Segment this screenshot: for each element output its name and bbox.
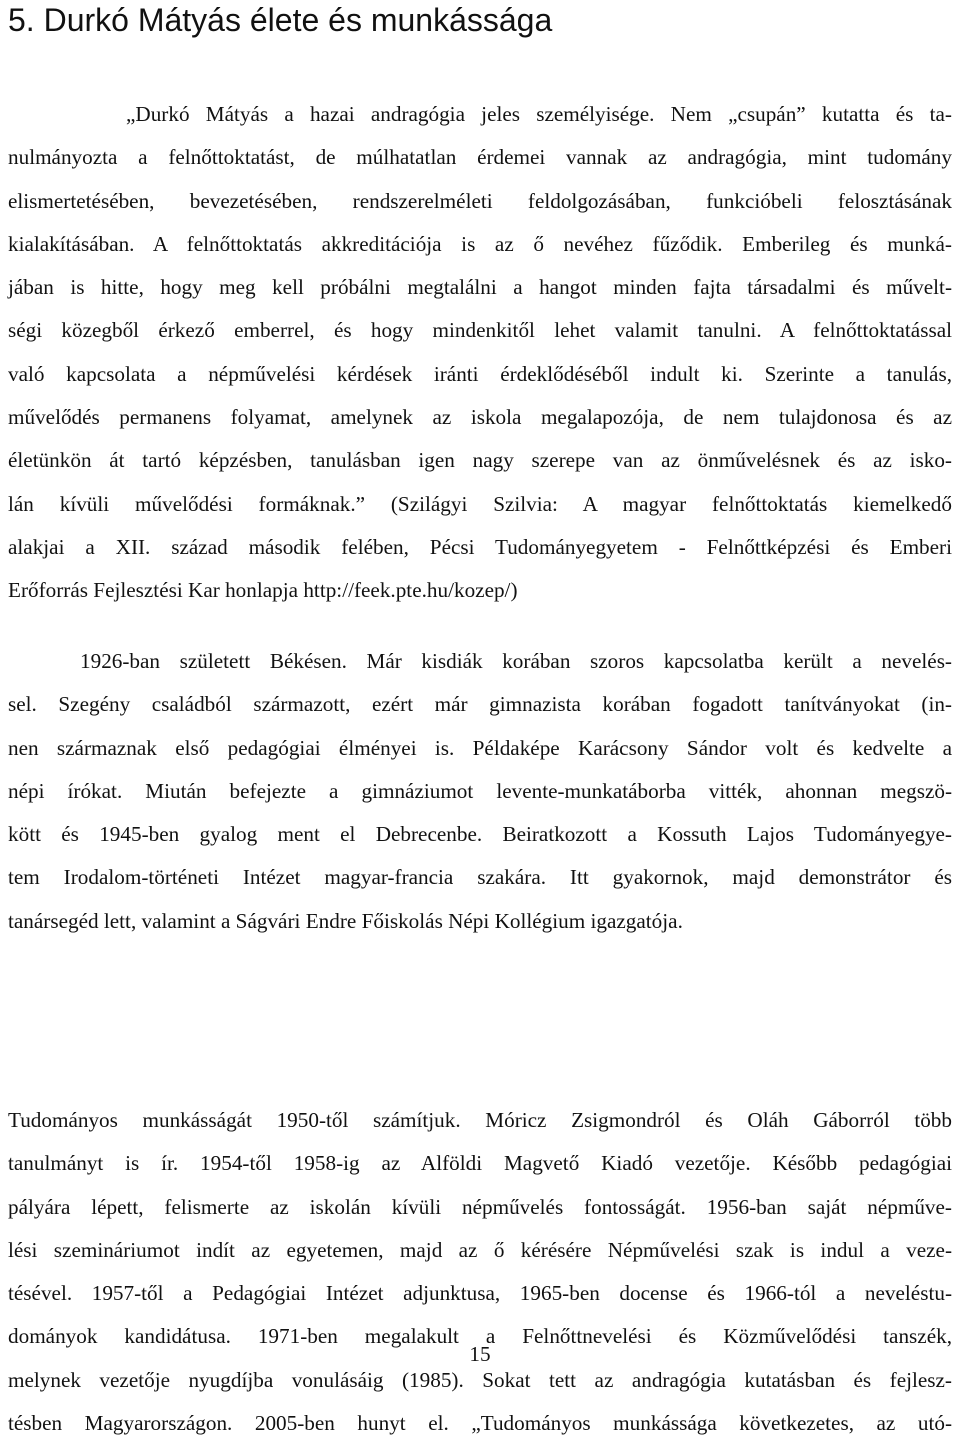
paragraph-line: Erőforrás Fejlesztési Kar honlapja http://feek.pte.hu/kozep/): [8, 578, 518, 603]
paragraph-line: tésben Magyarországon. 2005-ben hunyt el. „Tudományos munkássága következetes, az utó-: [8, 1411, 952, 1436]
paragraph-line: nen származnak első pedagógiai élményei is. Példaképe Karácsony Sándor volt és kedvelte a: [8, 735, 952, 760]
paragraph-quote: [8, 93, 952, 613]
paragraph-line: elismertetésében, bevezetésében, rendszerelméleti feldolgozásában, funkcióbeli felosztásának: [8, 188, 952, 213]
paragraph-line: ségi közegből érkező emberrel, és hogy mindenkitől lehet valamit tanulni. A felnőttoktatással: [8, 318, 952, 343]
paragraph-line: kött és 1945-ben gyalog ment el Debrecenbe. Beiratkozott a Kossuth Lajos Tudományegye-: [8, 822, 952, 847]
paragraph-early-life: [8, 640, 952, 943]
paragraph-line: Tudományos munkásságát 1950-től számítjuk. Móricz Zsigmondról és Oláh Gáborról több: [8, 1108, 952, 1132]
paragraph-line: lési szemináriumot indít az egyetemen, majd az ő kérésére Népművelési szak is indul a veze-: [8, 1237, 952, 1262]
paragraph-line: életünkön át tartó képzésben, tanulásban igen nagy szerepe van az önművelésnek és az isko-: [8, 448, 952, 473]
paragraph-line: sel. Szegény családból származott, ezért már gimnazista korában fogadott tanítványokat (in-: [8, 692, 952, 717]
paragraph-line: tem Irodalom-történeti Intézet magyar-francia szakára. Itt gyakornok, majd demonstrátor és: [8, 865, 952, 890]
paragraph-line: tésével. 1957-től a Pedagógiai Intézet adjunktusa, 1965-ben docense és 1966-tól a neveléstu-: [8, 1281, 952, 1306]
paragraph-line: „Durkó Mátyás a hazai andragógia jeles személyisége. Nem „csupán” kutatta és ta-: [126, 102, 952, 126]
paragraph-line: kialakításában. A felnőttoktatás akkreditációja is az ő nevéhez fűződik. Emberileg és munká-: [8, 231, 952, 256]
paragraph-line: jában is hitte, hogy meg kell próbálni megtalálni a hangot minden fajta társadalmi és művelt-: [8, 275, 952, 300]
paragraph-line: lán kívüli művelődési formáknak.” (Szilágyi Szilvia: A magyar felnőttoktatás kiemelkedő: [8, 491, 952, 516]
paragraph-career: [8, 1099, 952, 1445]
paragraph-line: tanársegéd lett, valamint a Ságvári Endre Főiskolás Népi Kollégium igazgatója.: [8, 908, 683, 933]
paragraph-line: nulmányozta a felnőttoktatást, de múlhatatlan érdemei vannak az andragógia, mint tudomány: [8, 145, 952, 170]
paragraph-line: tanulmányt is ír. 1954-től 1958-ig az Alföldi Magvető Kiadó vezetője. Később pedagógiai: [8, 1151, 952, 1176]
paragraph-line: való kapcsolata a népművelési kérdések iránti érdeklődéséből indult ki. Szerinte a tanulás,: [8, 361, 952, 386]
paragraph-line: népi írókat. Miután befejezte a gimnáziumot levente-munkatáborba vitték, ahonnan megszö-: [8, 778, 952, 803]
section-heading: 5. Durkó Mátyás élete és munkássága: [8, 2, 553, 38]
paragraph-line: alakjai a XII. század második felében, Pécsi Tudományegyetem - Felnőttképzési és Emberi: [8, 534, 952, 559]
paragraph-line: dományok kandidátusa. 1971-ben megalakult a Felnőttnevelési és Közművelődési tanszék,: [8, 1324, 952, 1349]
paragraph-line: pályára lépett, felismerte az iskolán kívüli népművelés fontosságát. 1956-ban saját népműve-: [8, 1194, 952, 1219]
paragraph-line: 1926-ban született Békésen. Már kisdiák korában szoros kapcsolatba került a nevelés-: [80, 649, 952, 673]
page-number: 15: [469, 1342, 491, 1366]
paragraph-line: művelődés permanens folyamat, amelynek az iskola megalapozója, de nem tulajdonosa és az: [8, 405, 952, 430]
paragraph-line: melynek vezetője nyugdíjba vonulásáig (1985). Sokat tett az andragógia kutatásban és fejlesz-: [8, 1367, 952, 1392]
